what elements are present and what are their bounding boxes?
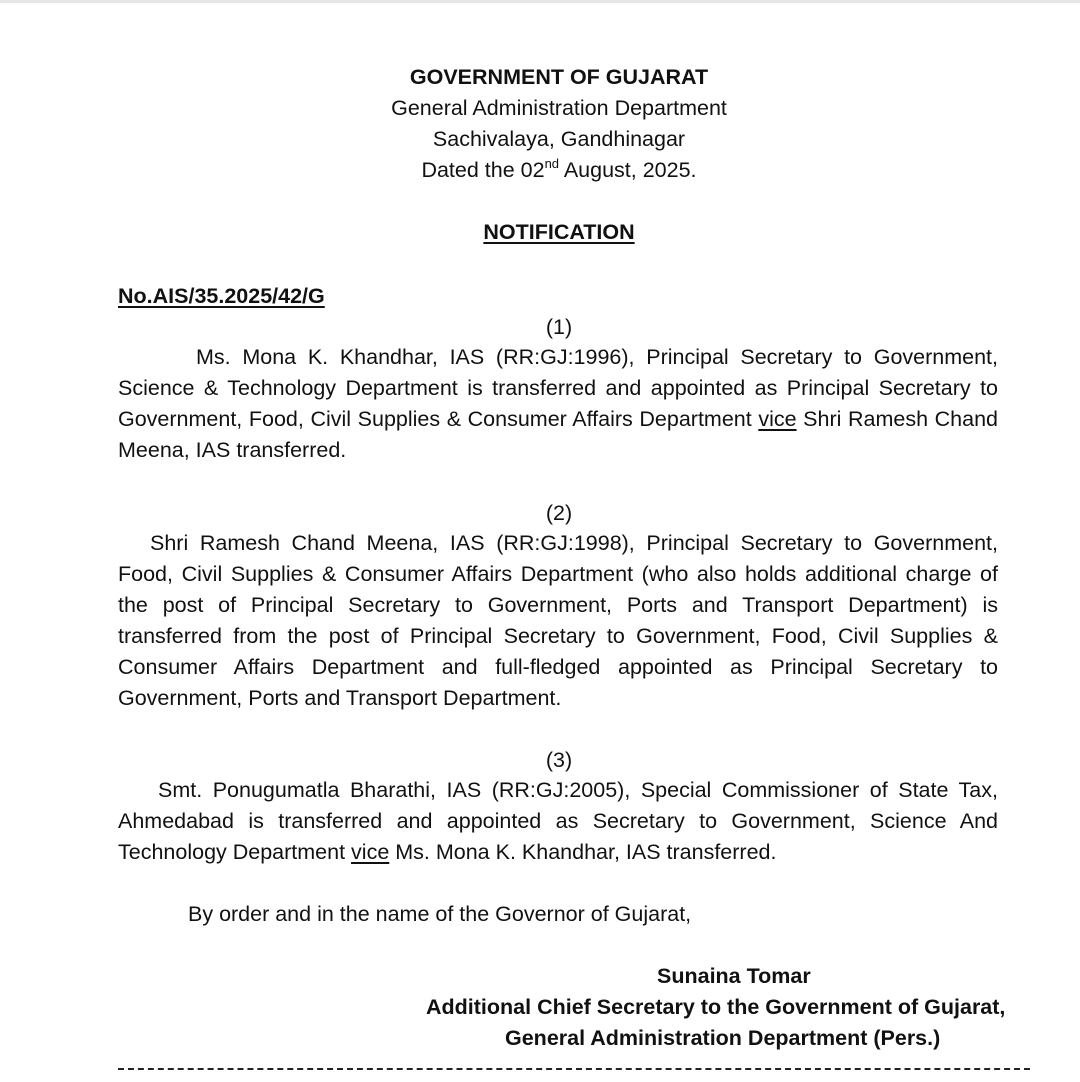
date-suffix: August, 2025. xyxy=(559,158,697,182)
item-1-paragraph xyxy=(118,342,998,466)
dashed-separator xyxy=(118,1068,1030,1070)
item-3-vice: vice xyxy=(351,840,390,864)
item-3-text-before: Smt. Ponugumatla Bharathi, IAS (RR:GJ:2005), Special Commissioner of State Tax, Ahmedabad is transferred and appointed as Secretary to Government, Science And Technology Department xyxy=(118,778,998,864)
department-name: General Administration Department xyxy=(391,96,727,120)
signatory-designation: Additional Chief Secretary to the Government of Gujarat, xyxy=(426,995,1006,1019)
item-3-text-after: Ms. Mona K. Khandhar, IAS transferred. xyxy=(389,840,777,864)
item-2-paragraph: Shri Ramesh Chand Meena, IAS (RR:GJ:1998), Principal Secretary to Government, Food, Civil Supplies & Consumer Affairs Department (who also holds additional charge of the post of Principal Secretary to Government, Ports and Transport Department) is transferred from the post of Principal Secretary to Government, Food, Civil Supplies & Consumer Affairs Department and full-fledged appointed as Principal Secretary to Government, Ports and Transport Department. xyxy=(118,531,998,710)
item-1-text-before: Ms. Mona K. Khandhar, IAS (RR:GJ:1996), Principal Secretary to Government, Science & Technology Department is transferred and appointed as Principal Secretary to Government, Food, Civil Supplies & Consumer Affairs Department xyxy=(118,345,998,431)
notification-date xyxy=(0,155,1080,186)
date-prefix: Dated the 02 xyxy=(421,158,545,182)
item-1-number: (1) xyxy=(545,315,573,339)
signatory-department: General Administration Department (Pers.) xyxy=(505,1026,941,1050)
reference-number xyxy=(118,281,325,312)
reference-number-text: No.AIS/35.2025/42/G xyxy=(118,284,325,308)
office-location: Sachivalaya, Gandhinagar xyxy=(432,127,686,151)
notification-title-text: NOTIFICATION xyxy=(483,220,635,244)
item-1-text-after: Shri Ramesh Chand Meena, IAS transferred. xyxy=(118,407,998,462)
government-heading: GOVERNMENT OF GUJARAT xyxy=(409,65,709,89)
notification-title xyxy=(0,217,1080,248)
page-top-edge xyxy=(0,0,1080,3)
date-ordinal-suffix: nd xyxy=(544,156,560,171)
closing-line: By order and in the name of the Governor of Gujarat, xyxy=(188,902,692,926)
item-1-vice: vice xyxy=(758,407,797,431)
item-3-number: (3) xyxy=(545,748,573,772)
signatory-name: Sunaina Tomar xyxy=(657,964,811,988)
item-2-number: (2) xyxy=(545,501,573,525)
item-3-paragraph xyxy=(118,775,998,868)
